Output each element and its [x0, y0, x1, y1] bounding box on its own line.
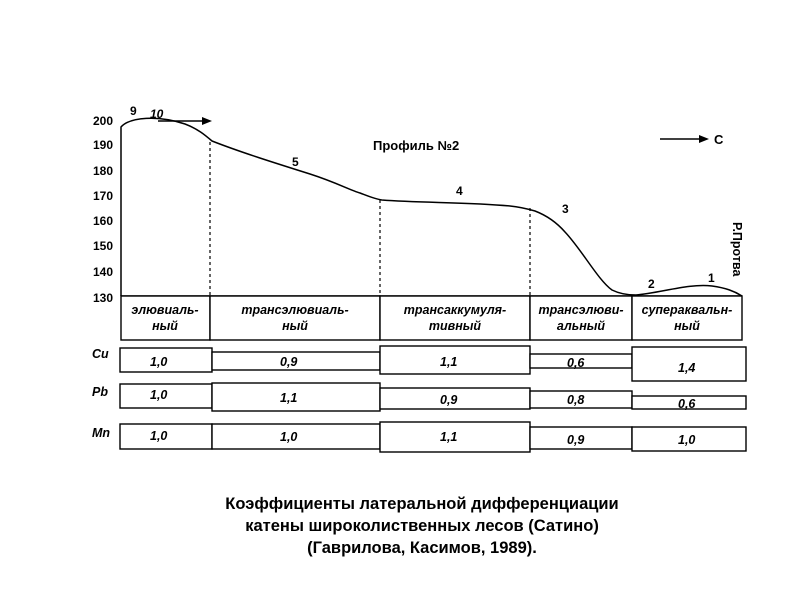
- zone-3-line2: тивный: [428, 319, 482, 333]
- north-label: С: [714, 132, 724, 147]
- y-tick-150: 150: [93, 239, 114, 253]
- zone-1-line1: элювиаль-: [131, 303, 199, 317]
- zone-4-line1: трансэлюви-: [538, 303, 624, 317]
- zone-4-line2: альный: [556, 319, 606, 333]
- pb-value-5: 0,6: [678, 397, 696, 411]
- pb-value-2: 1,1: [280, 391, 298, 405]
- cu-value-5: 1,4: [678, 361, 696, 375]
- pb-value-1: 1,0: [150, 388, 168, 402]
- north-arrow-icon: [660, 135, 709, 143]
- zone-3-line1: трансаккумуля-: [403, 303, 507, 317]
- y-axis: [93, 114, 113, 305]
- point-label-4: 4: [456, 184, 463, 198]
- element-name-mn: Mn: [92, 426, 111, 440]
- river-label: Р.Протва: [730, 222, 744, 277]
- point-label-2: 2: [648, 277, 655, 291]
- mn-value-1: 1,0: [150, 429, 168, 443]
- element-name-cu: Cu: [92, 347, 109, 361]
- point-label-1: 1: [708, 271, 715, 285]
- y-tick-200: 200: [93, 114, 114, 128]
- y-tick-160: 160: [93, 214, 114, 228]
- zone-5-line2: ный: [674, 319, 700, 333]
- element-row-cu: [92, 346, 746, 381]
- y-tick-130: 130: [93, 291, 114, 305]
- y-tick-190: 190: [93, 138, 114, 152]
- point-label-10: 10: [150, 107, 164, 121]
- point-label-9: 9: [130, 104, 137, 118]
- zone-2-line2: ный: [282, 319, 308, 333]
- element-name-pb: Pb: [92, 385, 108, 399]
- mn-value-4: 0,9: [567, 433, 585, 447]
- caption: [225, 495, 618, 557]
- caption-line-3: (Гаврилова, Касимов, 1989).: [307, 539, 537, 557]
- zone-5-line1: супераквальн-: [641, 303, 733, 317]
- caption-line-2: катены широколиственных лесов (Сатино): [245, 517, 599, 535]
- zone-2-line1: трансэлювиаль-: [241, 303, 349, 317]
- cu-value-1: 1,0: [150, 355, 168, 369]
- mn-value-5: 1,0: [678, 433, 696, 447]
- cu-value-2: 0,9: [280, 355, 298, 369]
- point-label-3: 3: [562, 202, 569, 216]
- point-label-5: 5: [292, 155, 299, 169]
- pb-value-4: 0,8: [567, 393, 585, 407]
- y-tick-170: 170: [93, 189, 114, 203]
- zone-row: [121, 296, 742, 340]
- cu-value-4: 0,6: [567, 356, 585, 370]
- y-tick-180: 180: [93, 164, 114, 178]
- zone-1-line2: ный: [152, 319, 178, 333]
- cu-value-3: 1,1: [440, 355, 458, 369]
- y-tick-140: 140: [93, 265, 114, 279]
- profile-title: Профиль №2: [373, 138, 460, 153]
- element-row-pb: [92, 383, 746, 411]
- caption-line-1: Коэффициенты латеральной дифференциации: [225, 495, 619, 513]
- mn-value-2: 1,0: [280, 430, 298, 444]
- mn-value-3: 1,1: [440, 430, 458, 444]
- element-row-mn: [92, 422, 746, 452]
- pb-value-3: 0,9: [440, 393, 458, 407]
